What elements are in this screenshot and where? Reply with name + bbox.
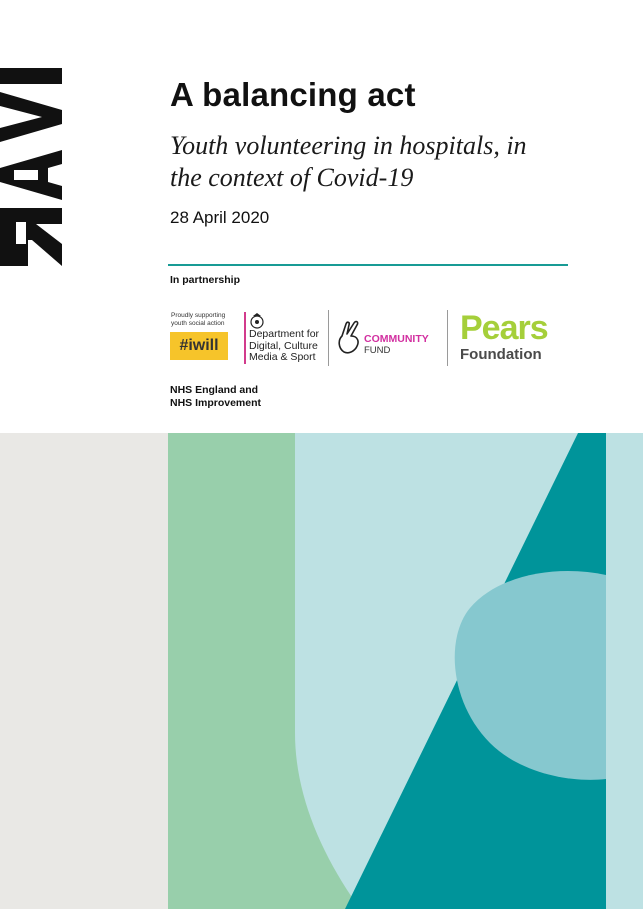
partner-logos (168, 306, 568, 368)
dcms-accent-bar (244, 312, 246, 364)
ivar-logo (0, 68, 62, 266)
logo-divider (328, 310, 329, 366)
subtitle-line-1: Youth volunteering in hospitals, in (170, 131, 527, 160)
pears-logo: Pears (460, 309, 548, 347)
document-subtitle (170, 130, 590, 194)
pears-foundation-label: Foundation (460, 346, 542, 363)
divider (168, 264, 568, 266)
iwill-logo: #iwill (170, 332, 228, 360)
grey-panel (0, 433, 168, 909)
iwill-tagline: Proudly supporting youth social action (171, 312, 226, 327)
logo-divider (447, 310, 448, 366)
community-fund-logo: COMMUNITY FUND (364, 333, 429, 356)
subtitle-line-2: the context of Covid-19 (170, 163, 414, 192)
dcms-logo: Department for Digital, Culture Media & Sport (249, 328, 320, 363)
nhs-partner: NHS England and NHS Improvement (170, 384, 262, 409)
partnership-label: In partnership (170, 274, 241, 286)
light-blue-strip (606, 433, 643, 909)
cover-artwork (0, 433, 643, 909)
document-title: A balancing act (170, 76, 416, 113)
publication-date: 28 April 2020 (170, 208, 270, 227)
crossed-fingers-icon (336, 320, 364, 354)
